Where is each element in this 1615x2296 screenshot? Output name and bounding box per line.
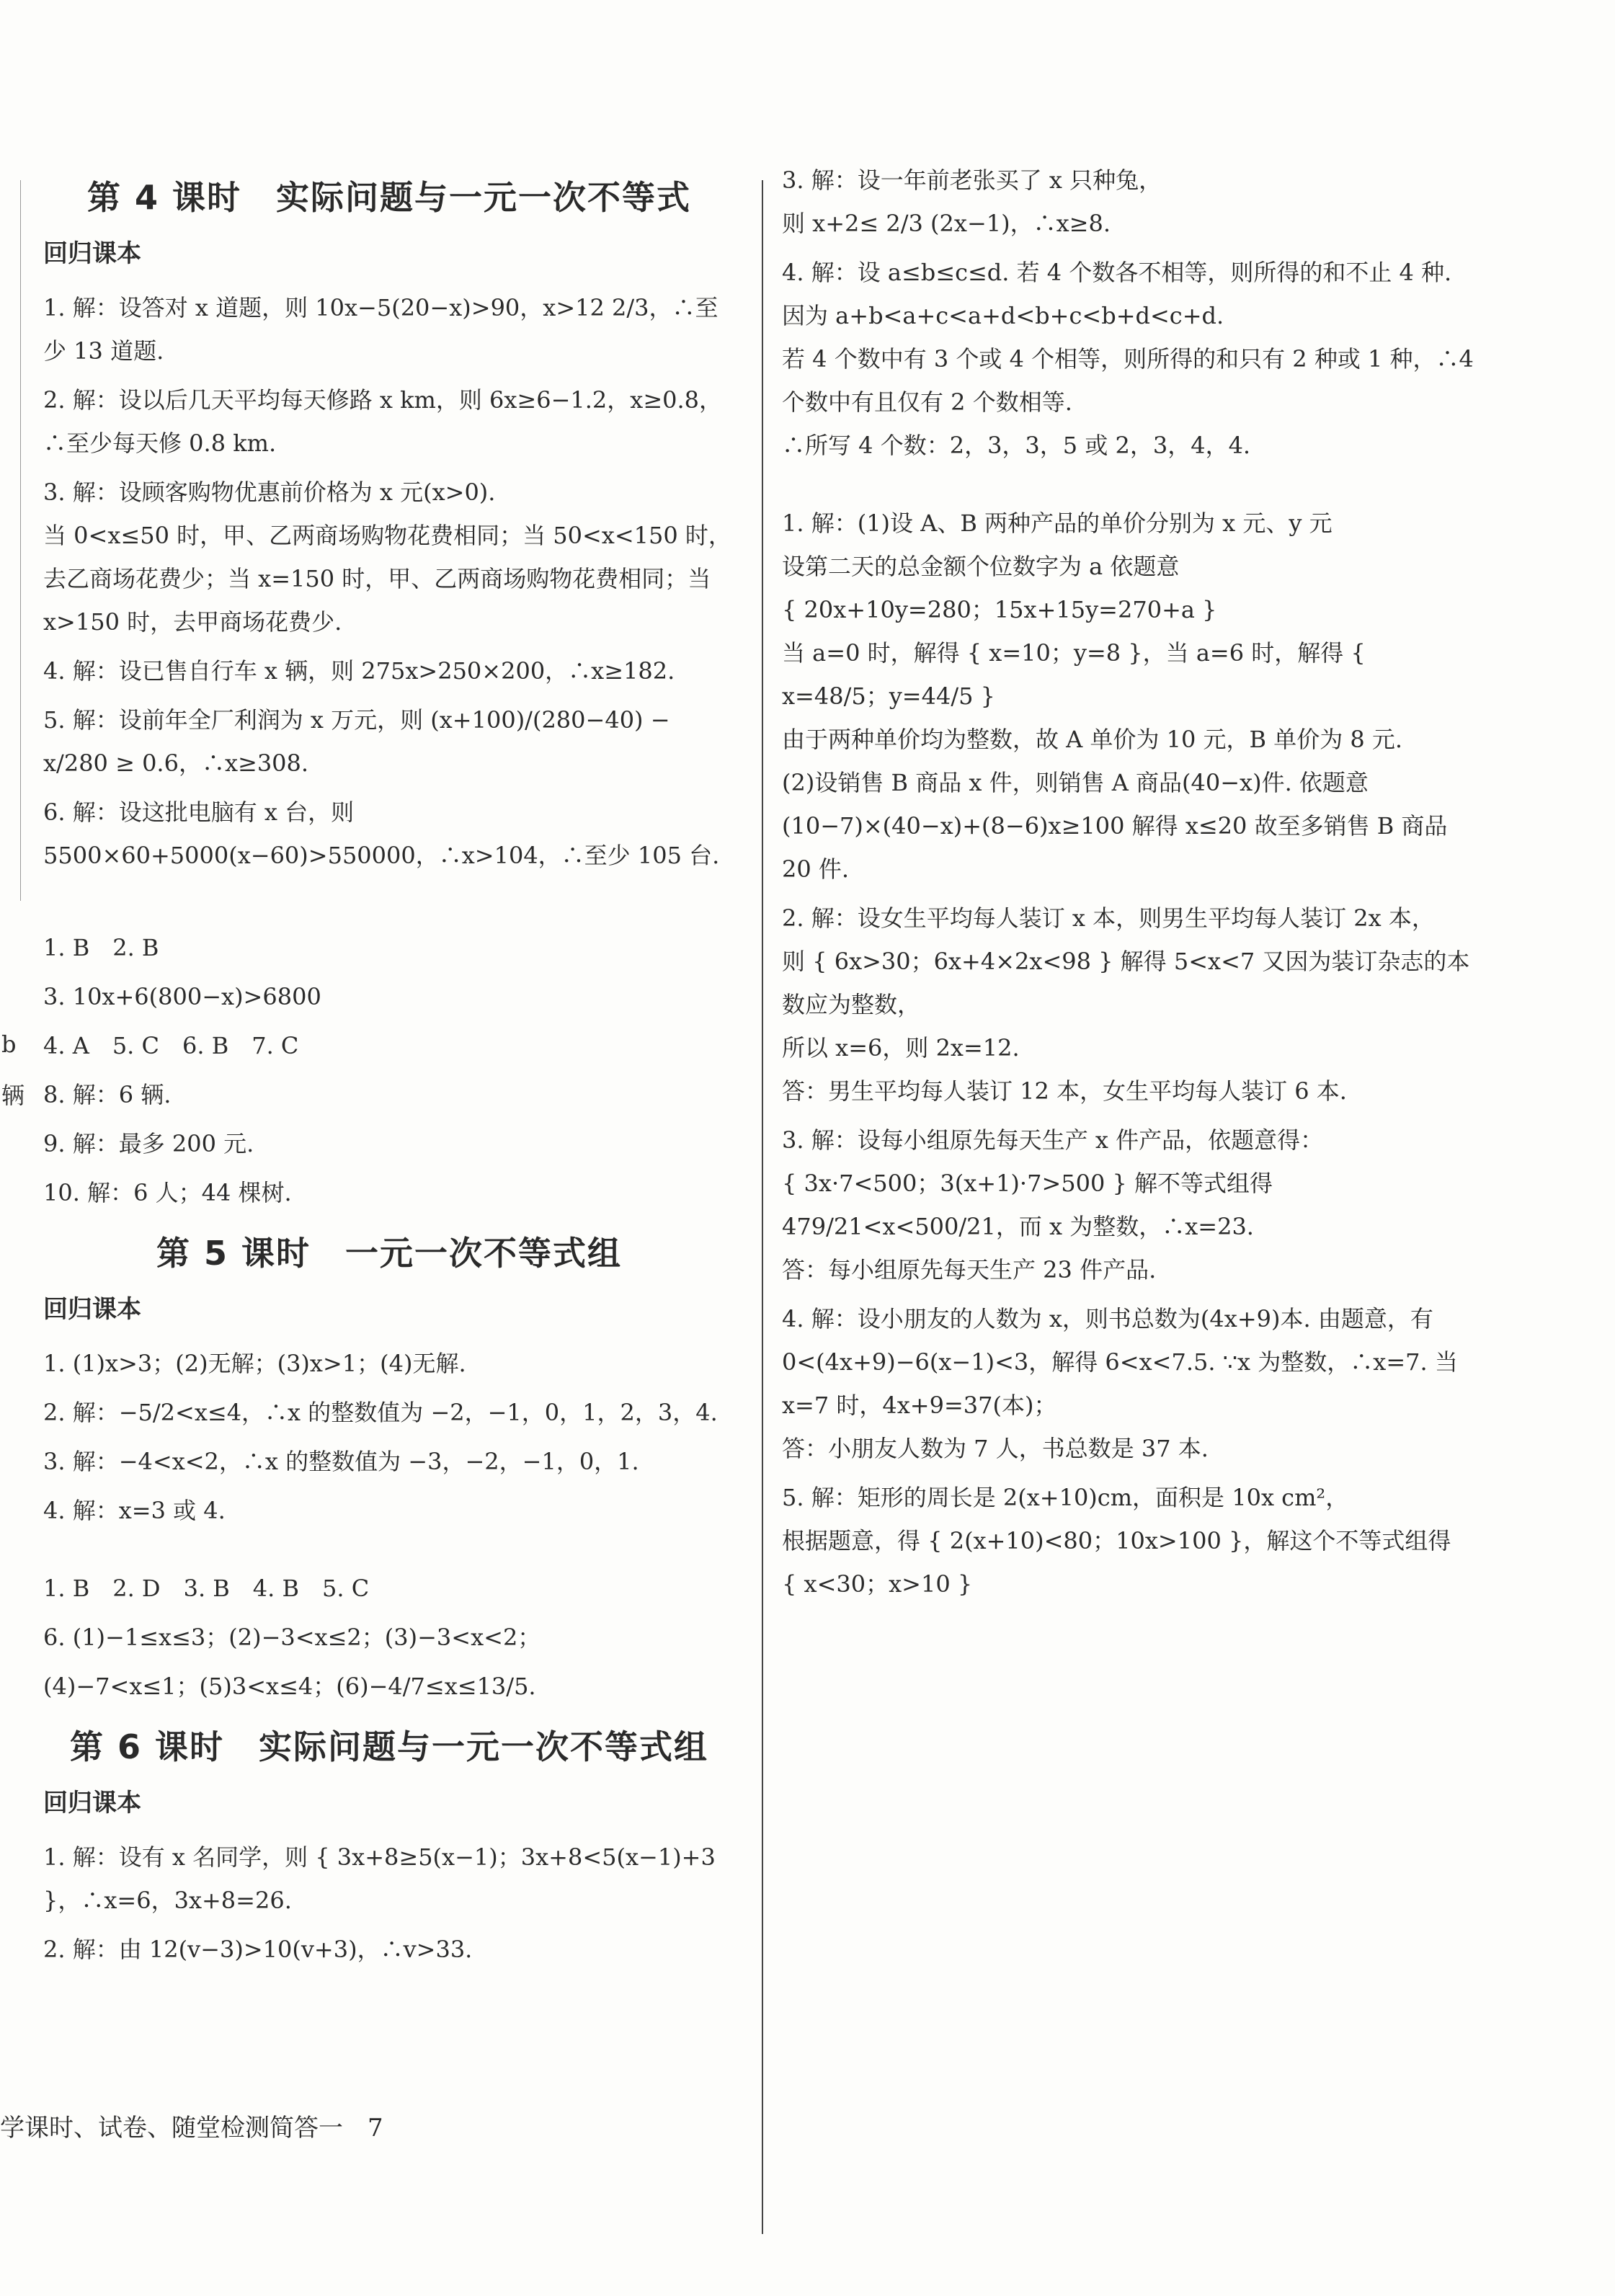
section-5-subtitle: 回归课本 bbox=[43, 1295, 141, 1324]
s6-answer-1: 1. 解：设有 x 名同学，则 { 3x+8≥5(x−1)；3x+8<5(x−1)+3 }，∴x=6，3x+8=26. bbox=[43, 1843, 724, 1914]
s4-answer-6: 6. 解：设这批电脑有 x 台，则 5500×60+5000(x−60)>550000，∴x>104，∴至少 105 台. bbox=[43, 798, 720, 869]
s4-answer-5: 5. 解：设前年全厂利润为 x 万元，则 (x+100)/(280−40) − x/280 ≥ 0.6，∴x≥308. bbox=[43, 706, 677, 777]
r-exercise-3: 3. 解：设每小组原先每天生产 x 件产品，依题意得： { 3x·7<500；3(x+1)·7>500 } 解不等式组得 479/21<x<500/21，而 x 为整数，∴x=23. 答：每小组原先每天生产 23 件产品. bbox=[782, 1126, 1324, 1283]
s6-answer-2: 2. 解：由 12(v−3)>10(v+3)，∴v>33. bbox=[43, 1936, 473, 1963]
r-exercise-1: 1. 解：(1)设 A、B 两种产品的单价分别为 x 元、y 元 设第二天的总金额个位数字为 a 依题意 { 20x+10y=280；15x+15y=270+a } 当 a=0 时，解得 { x=10；y=8 }，当 a=6 时，解得 { x=48/5；y=44/5 } 由于两种单价均为整数，故 A 单价为 10 元，B 单价为 8 元. (2)设销售 B 商品 x 件，则销售 A 商品(40−x)件. 依题意 (10−7)×(40−x)+(8−6)x≥100 解得 x≤20 故至多销售 B 商品 20 件. bbox=[782, 510, 1448, 883]
column-divider bbox=[762, 180, 763, 2234]
s5-answer-2: 2. 解：−5/2<x≤4，∴x 的整数值为 −2，−1，0，1，2，3，4. bbox=[43, 1399, 718, 1426]
section-6-title: 第 6 课时 实际问题与一元一次不等式组 bbox=[69, 1727, 709, 1766]
section-4-subtitle: 回归课本 bbox=[43, 239, 141, 268]
s4-exercise-5: 9. 解：最多 200 元. bbox=[43, 1130, 254, 1157]
section-4-title: 第 4 课时 实际问题与一元一次不等式 bbox=[86, 178, 692, 217]
s4-exercise-4: 8. 解：6 辆. bbox=[43, 1081, 172, 1108]
s4-answer-1: 1. 解：设答对 x 道题，则 10x−5(20−x)>90，x>12 2/3，∴至少 13 道题. bbox=[43, 294, 718, 365]
s4-answer-4: 4. 解：设已售自行车 x 辆，则 275x>250×200，∴x≥182. bbox=[43, 657, 675, 685]
section-6-subtitle: 回归课本 bbox=[43, 1789, 141, 1817]
margin-fragment-liang: 辆 bbox=[1, 1082, 25, 1109]
s4-answer-3: 3. 解：设顾客购物优惠前价格为 x 元(x>0). 当 0<x≤50 时，甲、乙两商场购物花费相同；当 50<x<150 时，去乙商场花费少；当 x=150 时，甲、乙两商场购物花费相同；当 x>150 时，去甲商场花费少. bbox=[43, 479, 731, 636]
s4-exercise-3: 4. A 5. C 6. B 7. C bbox=[43, 1032, 299, 1059]
r-exercise-4: 4. 解：设小朋友的人数为 x，则书总数为(4x+9)本. 由题意，有 0<(4x+9)−6(x−1)<3，解得 6<x<7.5. ∵x 为整数，∴x=7. 当 x=7 时，4x+9=37(本)； 答：小朋友人数为 7 人，书总数是 37 本. bbox=[782, 1305, 1458, 1462]
r-exercise-2: 2. 解：设女生平均每人装订 x 本，则男生平均每人装订 2x 本， 则 { 6x>30；6x+4×2x<98 } 解得 5<x<7 又因为装订杂志的本数应为整数， 所以 x=6，则 2x=12. 答：男生平均每人装订 12 本，女生平均每人装订 6 本. bbox=[782, 904, 1470, 1105]
r-exercise-5: 5. 解：矩形的周长是 2(x+10)cm，面积是 10x cm²， 根据题意，得 { 2(x+10)<80；10x>100 }，解这个不等式组得 { x<30；x>10 } bbox=[782, 1484, 1451, 1598]
s5-exercise-3: (4)−7<x≤1；(5)3<x≤4；(6)−4/7≤x≤13/5. bbox=[43, 1673, 536, 1700]
s5-answer-4: 4. 解：x=3 或 4. bbox=[43, 1497, 226, 1524]
right-column bbox=[782, 159, 1474, 1611]
section-5-title: 第 5 课时 一元一次不等式组 bbox=[156, 1234, 623, 1273]
s5-exercise-1: 1. B 2. D 3. B 4. B 5. C bbox=[43, 1575, 370, 1602]
s5-exercise-2: 6. (1)−1≤x≤3；(2)−3<x≤2；(3)−3<x<2； bbox=[43, 1624, 541, 1651]
page-footer: 学课时、试卷、随堂检测简答一 7 bbox=[0, 2114, 383, 2143]
r-answer-3: 3. 解：设一年前老张买了 x 只种兔， 则 x+2≤ 2/3 (2x−1)，∴x≥8. bbox=[782, 166, 1162, 237]
left-column bbox=[43, 159, 735, 1977]
s4-exercise-1: 1. B 2. B bbox=[43, 934, 159, 961]
s4-answer-2: 2. 解：设以后几天平均每天修路 x km，则 6x≥6−1.2，x≥0.8，∴至少每天修 0.8 km. bbox=[43, 386, 723, 457]
s4-exercise-6: 10. 解：6 人；44 棵树. bbox=[43, 1179, 292, 1206]
s4-exercise-2: 3. 10x+6(800−x)>6800 bbox=[43, 983, 321, 1010]
margin-fragment-b: b bbox=[1, 1031, 17, 1058]
s5-answer-1: 1. (1)x>3；(2)无解；(3)x>1；(4)无解. bbox=[43, 1350, 466, 1377]
left-margin-rule bbox=[20, 180, 21, 901]
s5-answer-3: 3. 解：−4<x<2，∴x 的整数值为 −3，−2，−1，0，1. bbox=[43, 1448, 639, 1475]
r-answer-4: 4. 解：设 a≤b≤c≤d. 若 4 个数各不相等，则所得的和不止 4 种. 因为 a+b<a+c<a+d<b+c<b+d<c+d. 若 4 个数中有 3 个或 4 个相等，则所得的和只有 2 种或 1 种，∴4 个数中有且仅有 2 个数相等. ∴所写 4 个数：2，3，3，5 或 2，3，4，4. bbox=[782, 259, 1474, 459]
